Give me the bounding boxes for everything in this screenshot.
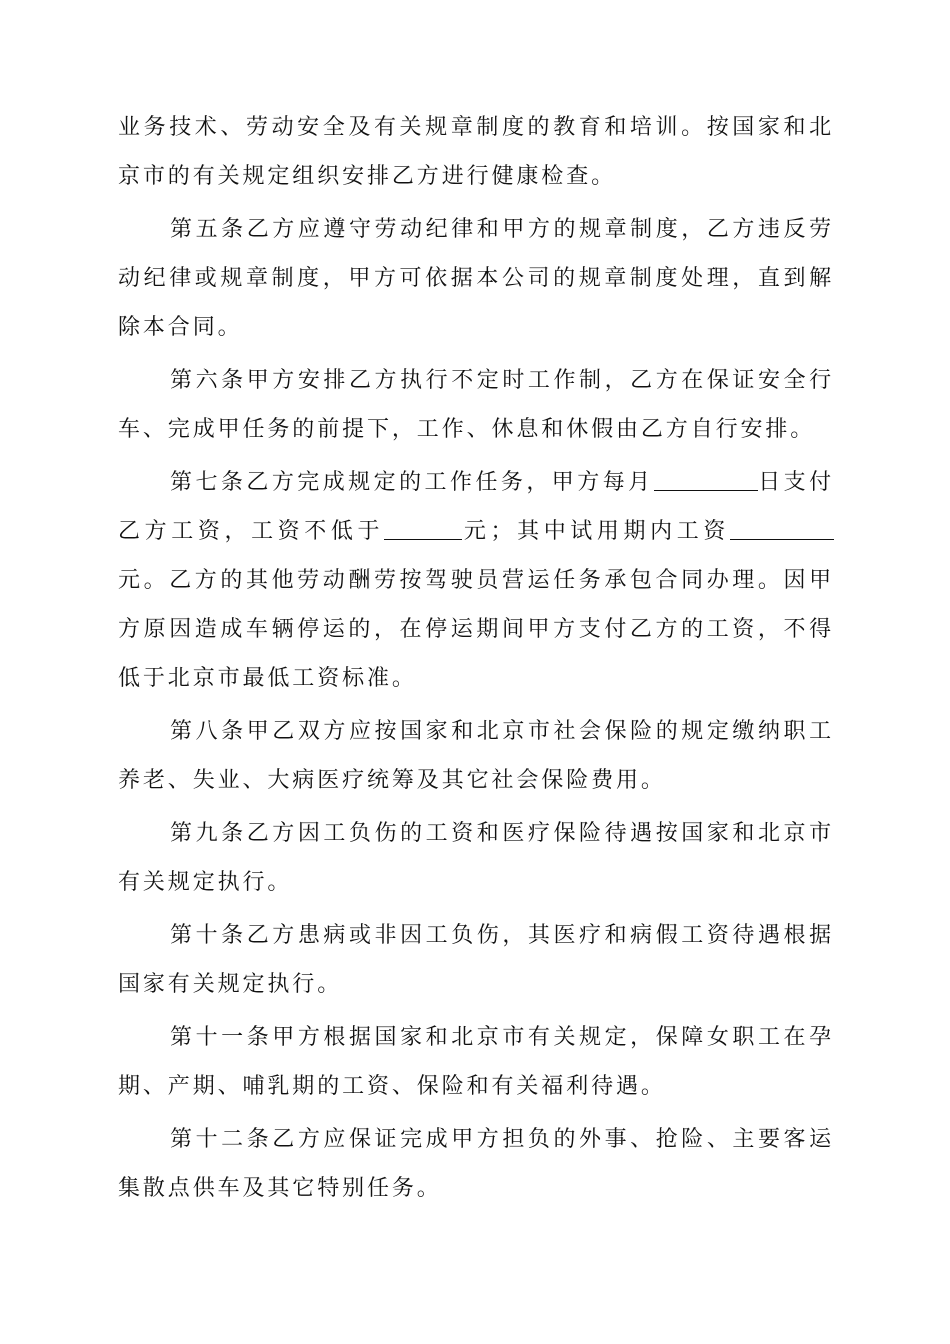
paragraph-article-5: 第五条乙方应遵守劳动纪律和甲方的规章制度，乙方违反劳动纪律或规章制度，甲方可依据本公司的规章制度处理，直到解除本合同。 <box>118 217 834 340</box>
article-7-text-1: 第七条乙方完成规定的工作任务，甲方每月 <box>170 470 654 495</box>
pay-day-blank <box>654 468 758 491</box>
paragraph-continuation: 业务技术、劳动安全及有关规章制度的教育和培训。按国家和北京市的有关规定组织安排乙方进行健康检查。 <box>118 115 834 189</box>
paragraph-article-12: 第十二条乙方应保证完成甲方担负的外事、抢险、主要客运集散点供车及其它特别任务。 <box>118 1127 834 1201</box>
paragraph-article-6: 第六条甲方安排乙方执行不定时工作制，乙方在保证安全行车、完成甲任务的前提下，工作、休息和休假由乙方自行安排。 <box>118 368 834 442</box>
paragraph-article-10: 第十条乙方患病或非因工负伤，其医疗和病假工资待遇根据国家有关规定执行。 <box>118 923 834 997</box>
paragraph-article-11: 第十一条甲方根据国家和北京市有关规定，保障女职工在孕期、产期、哺乳期的工资、保险和有关福利待遇。 <box>118 1025 834 1099</box>
paragraph-article-7 <box>118 458 834 703</box>
minimum-wage-blank <box>384 517 462 540</box>
article-7-text-4: 元。乙方的其他劳动酬劳按驾驶员营运任务承包合同办理。因甲方原因造成车辆停运的，在停运期间甲方支付乙方的工资，不得低于北京市最低工资标准。 <box>118 568 834 691</box>
article-7-text-3: 元；其中试用期内工资 <box>462 519 730 544</box>
paragraph-article-8: 第八条甲乙双方应按国家和北京市社会保险的规定缴纳职工养老、失业、大病医疗统筹及其它社会保险费用。 <box>118 719 834 793</box>
probation-wage-blank <box>730 517 834 540</box>
paragraph-article-9: 第九条乙方因工负伤的工资和医疗保险待遇按国家和北京市有关规定执行。 <box>118 821 834 895</box>
article-7-text-2: 日支付乙方工资，工资不低于 <box>118 470 835 544</box>
